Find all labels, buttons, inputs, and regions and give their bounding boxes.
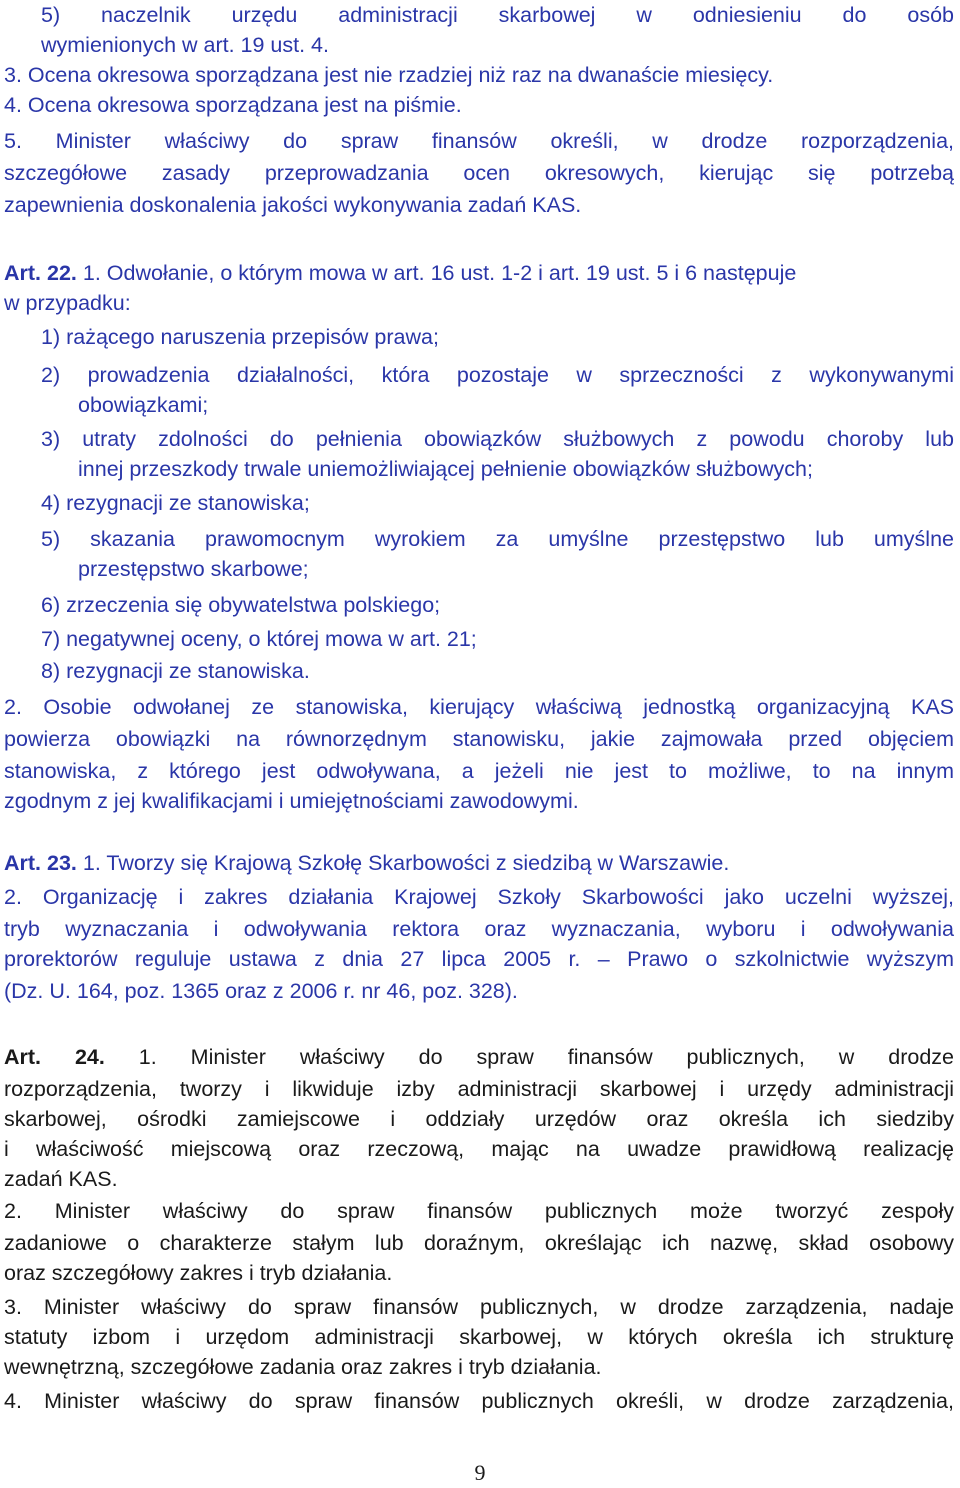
article-heading: Art. 24. [4, 1045, 105, 1069]
list-item-continuation: przestępstwo skarbowe; [78, 557, 309, 581]
paragraph-line: rozporządzenia, tworzy i likwiduje izby administracji skarbowej i urzędy administracji [4, 1077, 954, 1101]
list-item: 5) naczelnik urzędu administracji skarbowej w odniesieniu do osób [41, 3, 954, 27]
paragraph-line: szczegółowe zasady przeprowadzania ocen okresowych, kierując się potrzebą [4, 161, 954, 185]
paragraph-line: 3. Ocena okresowa sporządzana jest nie rzadziej niż raz na dwanaście miesięcy. [4, 63, 774, 87]
paragraph-line: powierza obowiązki na równorzędnym stanowisku, jakie zajmowała przed objęciem [4, 727, 954, 751]
paragraph-line: zapewnienia doskonalenia jakości wykonywania zadań KAS. [4, 193, 582, 217]
list-item: 1) rażącego naruszenia przepisów prawa; [41, 325, 439, 349]
paragraph-line: oraz szczegółowy zakres i tryb działania. [4, 1261, 393, 1285]
paragraph-line: 2. Osobie odwołanej ze stanowiska, kierujący właściwą jednostką organizacyjną KAS [4, 695, 954, 719]
paragraph-line: (Dz. U. 164, poz. 1365 oraz z 2006 r. nr 46, poz. 328). [4, 979, 518, 1003]
paragraph-line: 2. Organizację i zakres działania Krajowej Szkoły Skarbowości jako uczelni wyższej, [4, 885, 954, 909]
list-item: 7) negatywnej oceny, o której mowa w art. 21; [41, 627, 477, 651]
paragraph-line: i właściwość miejscową oraz rzeczową, mając na uwadze prawidłową realizację [4, 1137, 954, 1161]
paragraph-line: 2. Minister właściwy do spraw finansów publicznych może tworzyć zespoły [4, 1199, 954, 1223]
paragraph-line: 4. Minister właściwy do spraw finansów publicznych określi, w drodze zarządzenia, [4, 1389, 954, 1413]
list-item: 3) utraty zdolności do pełnienia obowiązków służbowych z powodu choroby lub [41, 427, 954, 451]
paragraph-line: 5. Minister właściwy do spraw finansów określi, w drodze rozporządzenia, [4, 129, 954, 153]
paragraph-text: 1. Minister właściwy do spraw finansów publicznych, w drodze [138, 1045, 954, 1069]
list-item: 8) rezygnacji ze stanowiska. [41, 659, 310, 683]
paragraph-line: stanowiska, z którego jest odwoływana, a jeżeli nie jest to możliwe, to na innym [4, 759, 954, 783]
paragraph-text: 1. Tworzy się Krajową Szkołę Skarbowości z siedzibą w Warszawie. [82, 851, 730, 875]
list-item-continuation: obowiązkami; [78, 393, 209, 417]
paragraph-line: skarbowej, ośrodki zamiejscowe i oddziały urzędów oraz określa ich siedziby [4, 1107, 954, 1131]
paragraph-text: 1. Odwołanie, o którym mowa w art. 16 ust. 1-2 i art. 19 ust. 5 i 6 następuje [82, 261, 797, 285]
article-23-first-line [4, 848, 954, 878]
article-22-first-line [4, 258, 954, 288]
list-item-continuation: wymienionych w art. 19 ust. 4. [41, 33, 329, 57]
paragraph-line: w przypadku: [4, 291, 131, 315]
article-heading: Art. 22. [4, 261, 77, 285]
list-item: 4) rezygnacji ze stanowiska; [41, 491, 310, 515]
paragraph-line: 3. Minister właściwy do spraw finansów publicznych, w drodze zarządzenia, nadaje [4, 1295, 954, 1319]
paragraph-line: 4. Ocena okresowa sporządzana jest na piśmie. [4, 93, 462, 117]
paragraph-line: zadaniowe o charakterze stałym lub doraźnym, określając ich nazwę, skład osobowy [4, 1231, 954, 1255]
list-item: 6) zrzeczenia się obywatelstwa polskiego; [41, 593, 441, 617]
paragraph-line: zadań KAS. [4, 1167, 118, 1191]
article-24-first-line [4, 1042, 954, 1072]
paragraph-line: statuty izbom i urzędom administracji skarbowej, w których określa ich strukturę [4, 1325, 954, 1349]
paragraph-line: zgodnym z jej kwalifikacjami i umiejętnościami zawodowymi. [4, 789, 579, 813]
page-number: 9 [474, 1460, 486, 1485]
paragraph-line: wewnętrzną, szczegółowe zadania oraz zakres i tryb działania. [4, 1355, 602, 1379]
article-heading: Art. 23. [4, 851, 77, 875]
list-item: 5) skazania prawomocnym wyrokiem za umyślne przestępstwo lub umyślne [41, 527, 954, 551]
list-item-continuation: innej przeszkody trwale uniemożliwiającej pełnienie obowiązków służbowych; [78, 457, 813, 481]
paragraph-line: prorektorów reguluje ustawa z dnia 27 lipca 2005 r. – Prawo o szkolnictwie wyższym [4, 947, 954, 971]
list-item: 2) prowadzenia działalności, która pozostaje w sprzeczności z wykonywanymi [41, 363, 954, 387]
paragraph-line: tryb wyznaczania i odwoływania rektora oraz wyznaczania, wyboru i odwoływania [4, 917, 954, 941]
